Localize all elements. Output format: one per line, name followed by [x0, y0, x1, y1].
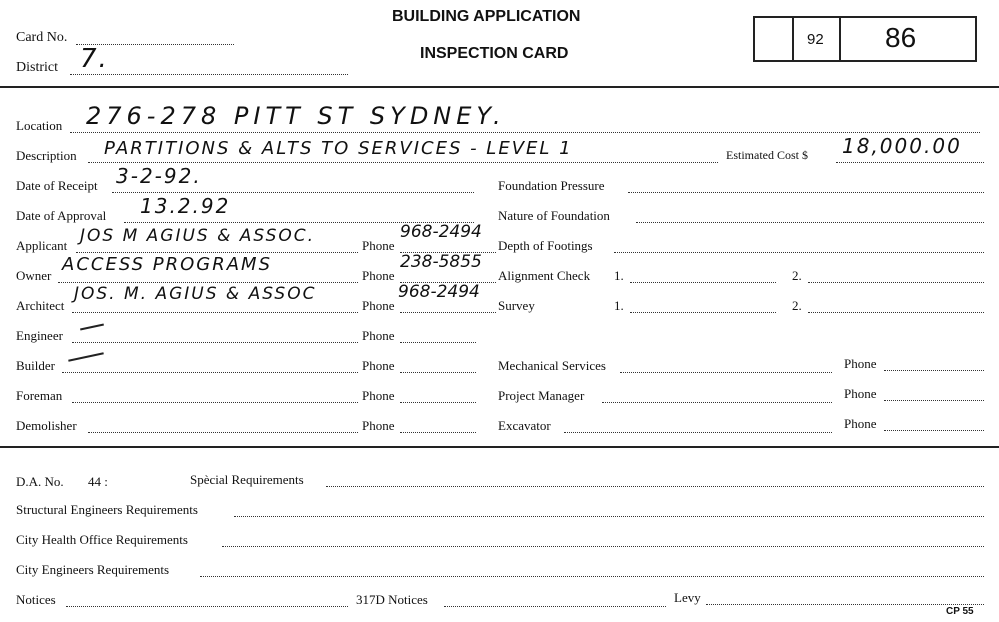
- engineer-label: Engineer: [16, 328, 63, 343]
- architect-phone-line: [400, 312, 496, 313]
- owner-line: [58, 282, 358, 283]
- health-requirements-line: [222, 546, 984, 547]
- demolisher-phone-label: Phone: [362, 418, 395, 433]
- location-label: Location: [16, 118, 63, 133]
- date-receipt-label: Date of Receipt: [16, 178, 98, 193]
- alignment-check-num1: 1.: [614, 268, 624, 283]
- foreman-phone-label: Phone: [362, 388, 395, 403]
- date-approval-value: 13.2.92: [140, 194, 231, 218]
- location-value: 276-278 PITT ST SYDNEY.: [86, 102, 506, 130]
- mechanical-phone-line: [884, 370, 984, 371]
- district-line: [70, 74, 348, 75]
- builder-label: Builder: [16, 358, 55, 373]
- header-divider: [0, 86, 999, 88]
- da-no-label: D.A. No.: [16, 474, 64, 489]
- builder-phone-line: [400, 372, 476, 373]
- architect-phone-value: 968-2494: [398, 282, 480, 302]
- form-code: CP 55: [946, 606, 974, 617]
- architect-line: [72, 312, 358, 313]
- district-value: 7.: [80, 44, 109, 74]
- demolisher-label: Demolisher: [16, 418, 77, 433]
- mechanical-services-label: Mechanical Services: [498, 358, 606, 373]
- applicant-value: JOS M AGIUS & ASSOC.: [80, 226, 316, 246]
- mechanical-phone-label: Phone: [844, 356, 877, 371]
- description-label: Description: [16, 148, 77, 163]
- engineer-line: [72, 342, 358, 343]
- card-number-box: [753, 16, 977, 62]
- survey-num2: 2.: [792, 298, 802, 313]
- description-line: [88, 162, 718, 163]
- health-requirements-label: City Health Office Requirements: [16, 532, 188, 547]
- builder-line: [62, 372, 358, 373]
- date-approval-label: Date of Approval: [16, 208, 107, 223]
- foundation-pressure-line: [628, 192, 984, 193]
- survey-num1: 1.: [614, 298, 624, 313]
- depth-footings-label: Depth of Footings: [498, 238, 593, 253]
- location-line: [70, 132, 980, 133]
- card-number-blank-cell: [755, 18, 794, 60]
- date-receipt-line: [112, 192, 474, 193]
- survey-label: Survey: [498, 298, 535, 313]
- foreman-phone-line: [400, 402, 476, 403]
- applicant-label: Applicant: [16, 238, 68, 253]
- architect-value: JOS. M. AGIUS & ASSOC: [74, 284, 317, 304]
- city-engineers-requirements-line: [200, 576, 984, 577]
- notices-317d-label: 317D Notices: [356, 592, 428, 607]
- alignment-check-line2: [808, 282, 984, 283]
- foundation-pressure-label: Foundation Pressure: [498, 178, 605, 193]
- owner-value: ACCESS PROGRAMS: [62, 254, 273, 275]
- notices-line: [66, 606, 348, 607]
- owner-label: Owner: [16, 268, 52, 283]
- architect-label: Architect: [16, 298, 65, 313]
- excavator-label: Excavator: [498, 418, 551, 433]
- alignment-check-label: Alignment Check: [498, 268, 591, 283]
- builder-dash-mark: [68, 352, 104, 361]
- levy-label: Levy: [674, 590, 701, 605]
- card-number-large: 86: [885, 22, 917, 53]
- card-title-line2: INSPECTION CARD: [420, 45, 569, 62]
- owner-phone-value: 238-5855: [400, 252, 482, 272]
- architect-phone-label: Phone: [362, 298, 395, 313]
- card-no-label: Card No.: [16, 30, 68, 45]
- city-engineers-requirements-label: City Engineers Requirements: [16, 562, 170, 577]
- notices-317d-line: [444, 606, 666, 607]
- project-manager-label: Project Manager: [498, 388, 585, 403]
- requirements-divider: [0, 446, 999, 448]
- card-number-small: 92: [807, 31, 824, 48]
- structural-requirements-label: Structural Engineers Requirements: [16, 502, 198, 517]
- mechanical-services-line: [620, 372, 832, 373]
- description-value: PARTITIONS & ALTS TO SERVICES - LEVEL 1: [104, 138, 573, 159]
- applicant-phone-value: 968-2494: [400, 222, 482, 242]
- applicant-phone-label: Phone: [362, 238, 395, 253]
- date-receipt-value: 3-2-92.: [116, 164, 202, 188]
- builder-phone-label: Phone: [362, 358, 395, 373]
- notices-label: Notices: [16, 592, 56, 607]
- excavator-phone-label: Phone: [844, 416, 877, 431]
- project-manager-phone-line: [884, 400, 984, 401]
- nature-foundation-label: Nature of Foundation: [498, 208, 610, 223]
- alignment-check-num2: 2.: [792, 268, 802, 283]
- da-no-value: 44 :: [88, 474, 108, 489]
- special-requirements-line: [326, 486, 984, 487]
- alignment-check-line1: [630, 282, 776, 283]
- special-requirements-label: Spècial Requirements: [190, 472, 304, 487]
- estimated-cost-line: [836, 162, 984, 163]
- card-title-line1: BUILDING APPLICATION: [392, 8, 581, 25]
- demolisher-phone-line: [400, 432, 476, 433]
- foreman-line: [72, 402, 358, 403]
- survey-line1: [630, 312, 776, 313]
- applicant-line: [76, 252, 358, 253]
- depth-footings-line: [614, 252, 984, 253]
- engineer-dash-mark: [80, 324, 104, 331]
- engineer-phone-label: Phone: [362, 328, 395, 343]
- project-manager-phone-label: Phone: [844, 386, 877, 401]
- foreman-label: Foreman: [16, 388, 63, 403]
- estimated-cost-label: Estimated Cost $: [726, 148, 808, 162]
- estimated-cost-value: 18,000.00: [842, 134, 962, 158]
- structural-requirements-line: [234, 516, 984, 517]
- levy-line: [706, 604, 984, 605]
- owner-phone-label: Phone: [362, 268, 395, 283]
- nature-foundation-line: [636, 222, 984, 223]
- survey-line2: [808, 312, 984, 313]
- excavator-line: [564, 432, 832, 433]
- demolisher-line: [88, 432, 358, 433]
- district-label: District: [16, 60, 58, 75]
- engineer-phone-line: [400, 342, 476, 343]
- excavator-phone-line: [884, 430, 984, 431]
- project-manager-line: [602, 402, 832, 403]
